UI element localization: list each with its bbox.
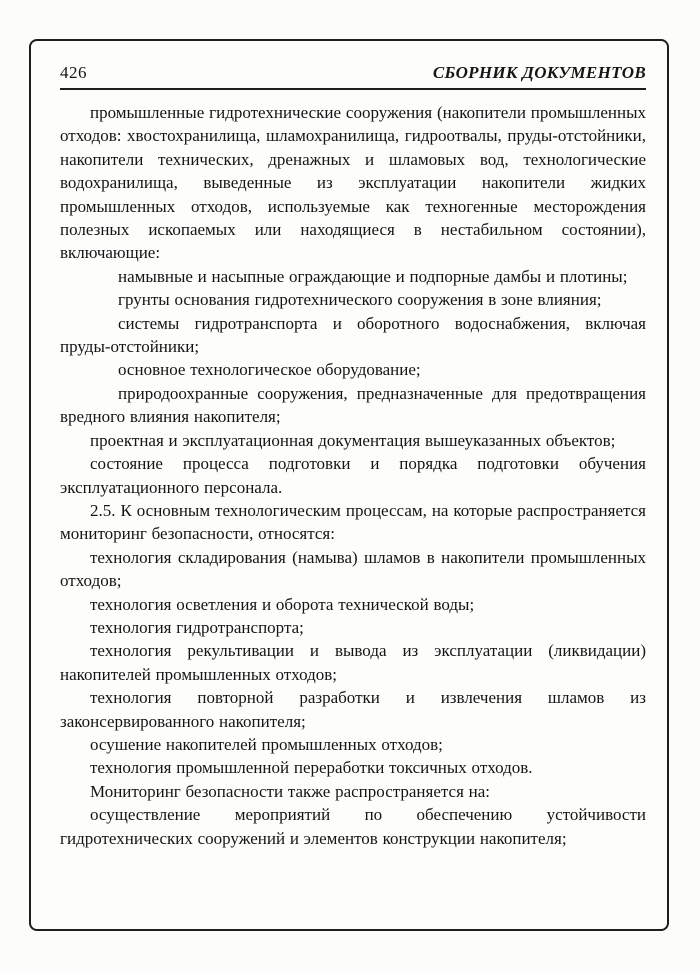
paragraph: 2.5. К основным технологическим процессам, на которые распространяется мониторинг безопасности, относятся: xyxy=(60,500,646,544)
paragraph: осуществление мероприятий по обеспечению устойчивости гидротехнических сооружений и элементов конструкции накопителя; xyxy=(60,805,646,848)
page-border xyxy=(29,39,669,931)
paragraph: технология повторной разработки и извлечения шламов из законсервированного накопителя; xyxy=(60,688,646,731)
paragraph: технология складирования (намыва) шламов в накопители промышленных отходов; xyxy=(60,547,646,591)
document-body xyxy=(60,101,646,850)
paragraph: технология рекультивации и вывода из эксплуатации (ликвидации) накопителей промышленных отходов; xyxy=(60,641,646,684)
paragraph: грунты основания гидротехнического сооружения в зоне влияния; xyxy=(118,290,602,310)
paragraph: Мониторинг безопасности также распространяется на: xyxy=(90,781,491,801)
page-number: 426 xyxy=(60,63,87,82)
paragraph: состояние процесса подготовки и порядка подготовки обучения эксплуатационного персонала. xyxy=(60,454,646,497)
paragraph: природоохранные сооружения, предназначенные для предотвращения вредного влияния накопителя; xyxy=(60,383,646,427)
paragraph: основное технологическое оборудование; xyxy=(118,360,421,380)
paragraph: технология промышленной переработки токсичных отходов. xyxy=(90,758,533,778)
header-title: СБОРНИК ДОКУМЕНТОВ xyxy=(432,63,646,82)
paragraph: осушение накопителей промышленных отходов; xyxy=(90,734,443,754)
paragraph: технология гидротранспорта; xyxy=(90,617,304,637)
paragraph: системы гидротранспорта и оборотного водоснабжения, включая пруды-отстойники; xyxy=(60,313,646,357)
paragraph: технология осветления и оборота технической воды; xyxy=(90,594,475,614)
paragraph: намывные и насыпные ограждающие и подпорные дамбы и плотины; xyxy=(118,266,628,286)
paragraph: промышленные гидротехнические сооружения (накопители промышленных отходов: хвостохранилища, шламохранилища, гидроотвалы, пруды-отстойники, накопители технических, дренажных и шламовых вод, технологические водохранилища, выведенные из эксплуатации накопители жидких промышленных отходов, используемые как техногенные месторождения полезных ископаемых или находящиеся в нестабильном состоянии), включающие: xyxy=(60,103,646,263)
page-header xyxy=(60,63,646,90)
page-content xyxy=(60,63,646,850)
paragraph: проектная и эксплуатационная документация вышеуказанных объектов; xyxy=(90,430,616,450)
